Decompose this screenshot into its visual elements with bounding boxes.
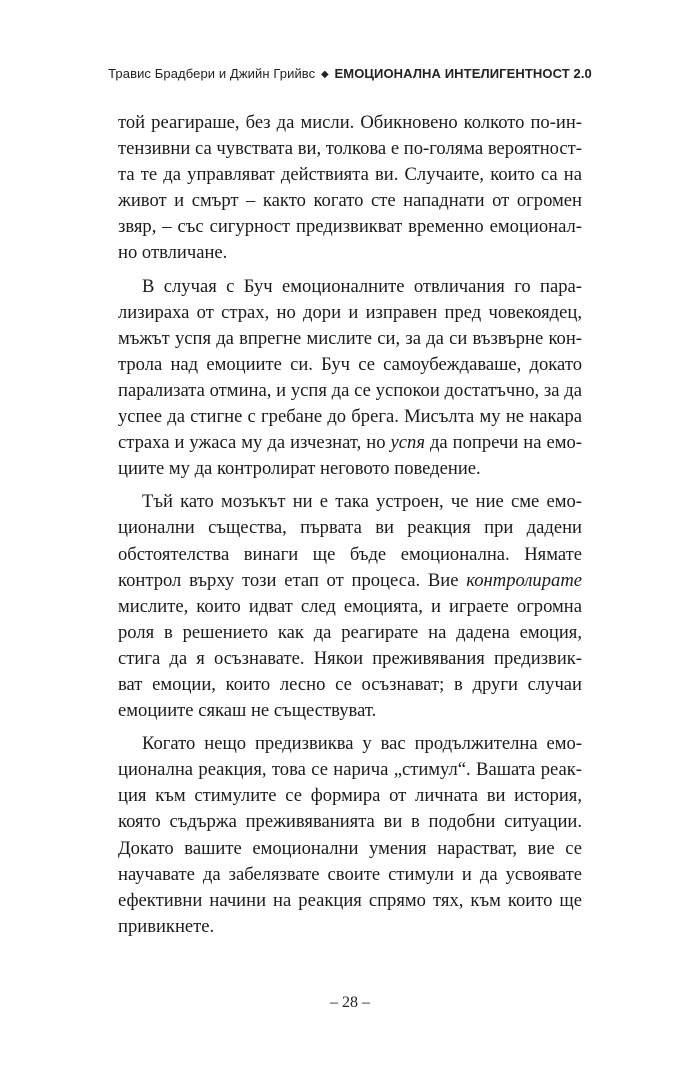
emphasis-text: контролирате [466,569,582,591]
body-text [118,110,582,940]
text-line: парализата отмина, и успя да се успокои достатъчно, за да [118,379,582,401]
paragraph [118,274,582,483]
text-line: която съдържа преживяванията ви в подобни ситуации. [118,811,582,833]
text-line: привикнете. [118,915,215,937]
running-header [95,66,605,81]
text-line: мъжът успя да впрегне мислите си, за да си възвърне кон- [118,327,582,349]
text-line: той реагираше, без да мисли. Обикновено колкото по-ин- [118,112,582,133]
text-line: та те да управляват действията ви. Случаите, които са на [118,164,582,186]
text-line: емоциите сякаш не съществуват. [118,700,377,722]
header-book-title: ЕМОЦИОНАЛНА ИНТЕЛИГЕНТНОСТ 2.0 [334,66,592,81]
text-line: ционални същества, първата ви реакция при дадени [118,517,582,539]
text-line: стига да я осъзнавате. Някои преживявания предизвик- [118,647,582,669]
text-line [118,568,582,594]
text-line: мислите, които идват след емоцията, и играете огромна [118,595,582,617]
text-line: лизираха от страх, но дори и изправен пред човекоядец, [118,301,582,323]
text-line [118,430,582,456]
text-line: Когато нещо предизвиква у вас продължителна емо- [142,733,582,755]
text-line: но отвличане. [118,242,228,264]
emphasis-text: успя [390,432,425,454]
text-segment: да попречи на емо- [429,432,582,454]
text-line: ефективни начини на реакция спрямо тях, към които ще [118,889,582,911]
text-line: успее да стигне с гребане до брега. Мисълта му не накара [118,406,582,428]
text-line: ция към стимулите се формира от личната ви история, [118,785,582,807]
text-line: обстоятелства винаги ще бъде емоционална. Нямате [118,543,582,565]
text-line: Докато вашите емоционални умения нарастват, вие се [118,837,582,859]
text-line: ционална реакция, това се нарича „стимул“. Вашата реак- [118,759,582,781]
text-line: циите му да контролират неговото поведение. [118,458,481,480]
paragraph [118,489,582,724]
text-line: научавате да забелязвате своите стимули и да усвоявате [118,863,582,885]
text-line: звяр, – със сигурност предизвикват временно емоционал- [118,216,582,238]
text-line: Тъй като мозъкът ни е така устроен, че ние сме емо- [142,491,582,513]
text-segment: контрол върху този етап от процеса. Вие [118,569,459,591]
text-segment: страха и ужаса му да изчезнат, но [118,432,386,454]
header-authors: Травис Брадбери и Джийн Грийвс [108,66,316,81]
paragraph [118,731,582,940]
paragraph [118,110,582,267]
text-line: живот и смърт – както когато сте нападнати от огромен [118,190,582,212]
text-line: трола над емоциите си. Буч се самоубеждаваше, докато [118,353,582,375]
text-line: тензивни са чувствата ви, толкова е по-голяма вероятност- [118,138,582,160]
page-number: – 28 – [330,994,370,1011]
text-line: роля в решението как да реагирате на дадена емоция, [118,621,582,643]
text-line: ват емоции, които лесно се осъзнават; в други случаи [118,673,582,695]
diamond-separator-icon: ◆ [321,69,329,80]
text-line: В случая с Буч емоционалните отвличания го пара- [142,275,582,297]
